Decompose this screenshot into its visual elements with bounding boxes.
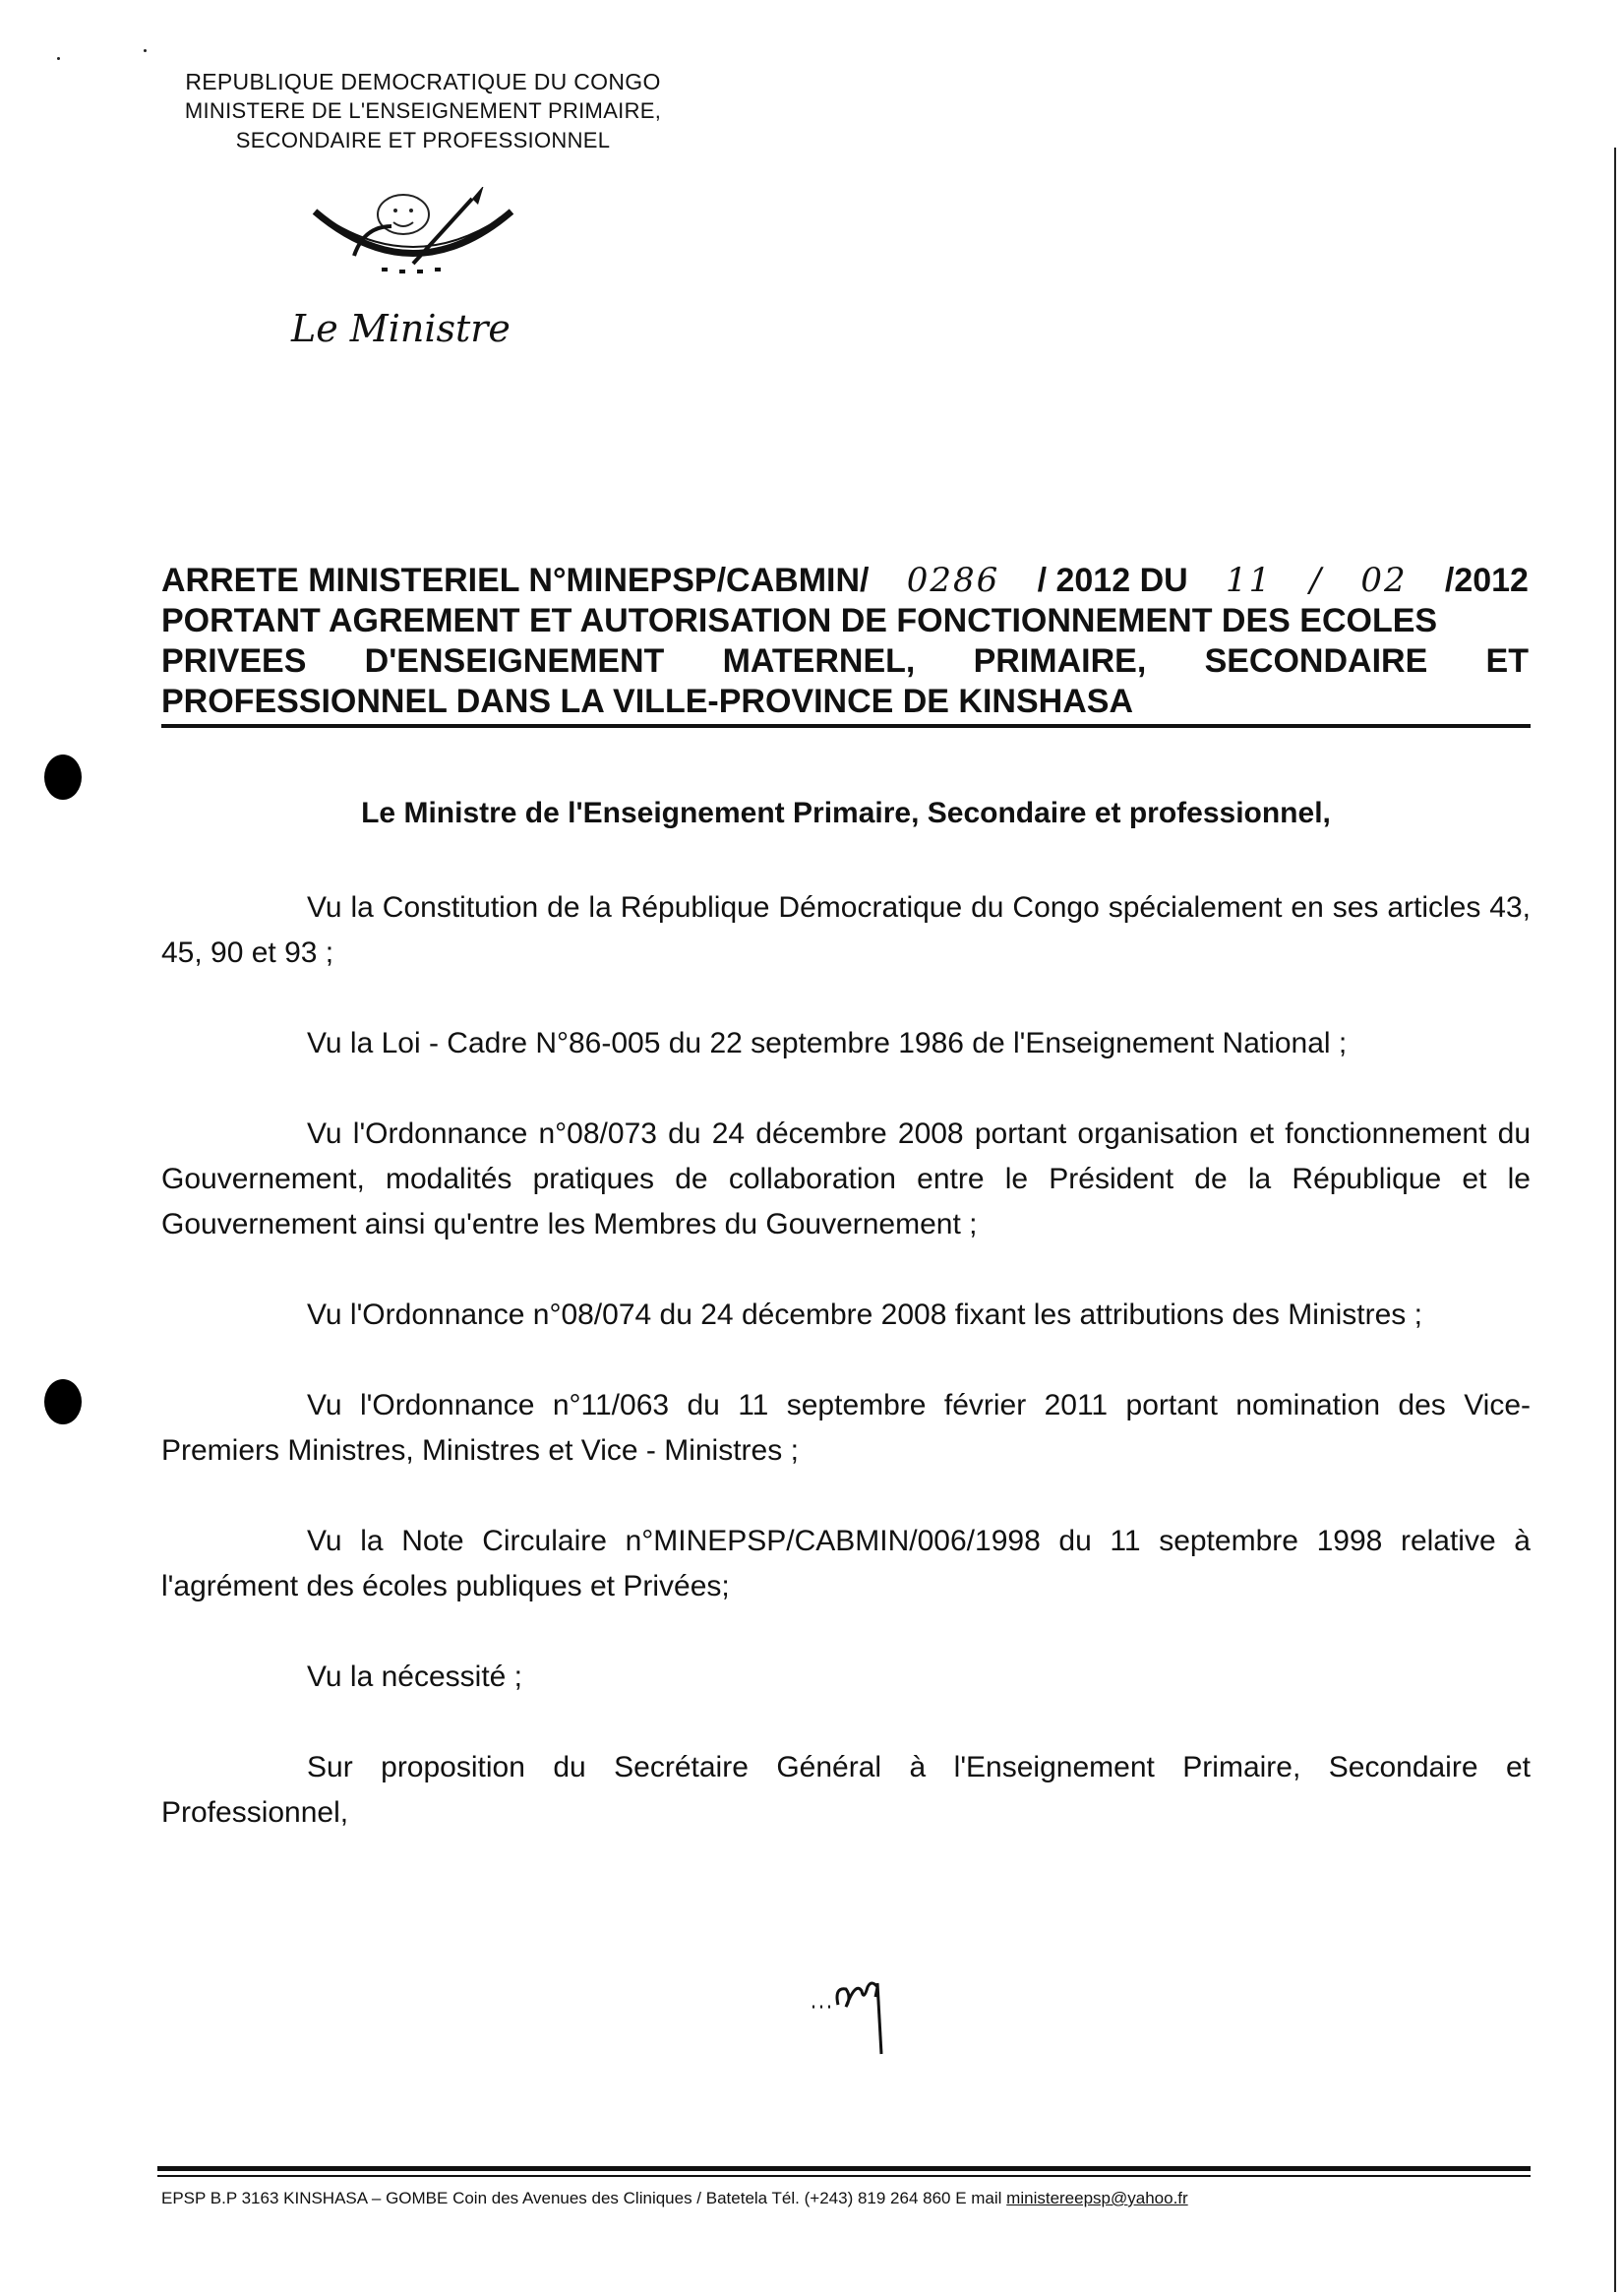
considerant-paragraph: Sur proposition du Secrétaire Général à l'Enseignement Primaire, Secondaire et Professionnel, xyxy=(161,1751,1531,1829)
considerant-paragraph: Vu l'Ordonnance n°08/074 du 24 décembre 2008 fixant les attributions des Ministres ; xyxy=(307,1298,1422,1331)
decree-title-line-4 xyxy=(161,682,1529,722)
considerant-paragraph: Vu la Note Circulaire n°MINEPSP/CABMIN/006/1998 du 11 septembre 1998 relative à l'agrément des écoles publiques et Privées; xyxy=(161,1525,1531,1602)
letterhead-republic: REPUBLIQUE DEMOCRATIQUE DU CONGO xyxy=(185,69,661,94)
decree-day-handwritten: 11 xyxy=(1225,561,1273,600)
decree-title-word: SECONDAIRE xyxy=(1204,642,1428,680)
decree-year-du: / 2012 DU xyxy=(1037,562,1188,599)
preamble xyxy=(161,885,1531,1881)
considerant-paragraph: Vu la nécessité ; xyxy=(307,1661,523,1693)
footer-address-text: EPSP B.P 3163 KINSHASA – GOMBE Coin des Avenues des Cliniques / Batetela Tél. (+243) 819 264 860 E mail xyxy=(161,2189,1007,2207)
scan-speck xyxy=(57,57,60,60)
coat-of-arms-emblem xyxy=(305,187,521,285)
punch-hole-top xyxy=(44,755,82,800)
decree-title-word: D'ENSEIGNEMENT xyxy=(364,642,665,680)
decree-year: /2012 xyxy=(1444,562,1529,599)
decree-title-text-2: PORTANT AGREMENT ET AUTORISATION DE FONCTIONNEMENT DES ECOLES xyxy=(161,602,1438,639)
decree-title xyxy=(161,561,1529,722)
decree-title-word: ET xyxy=(1485,642,1529,680)
considerant-paragraph: Vu la Loi - Cadre N°86-005 du 22 septembre 1986 de l'Enseignement National ; xyxy=(307,1027,1348,1059)
decree-title-line-3 xyxy=(161,641,1529,682)
title-underline xyxy=(161,724,1531,728)
footer-rule-thin xyxy=(157,2175,1531,2177)
decree-title-word: PRIMAIRE, xyxy=(973,642,1147,680)
punch-hole-bottom xyxy=(44,1379,82,1424)
handwritten-initials xyxy=(807,1967,915,2066)
minister-title: Le Ministre xyxy=(291,307,511,350)
decree-title-text-4: PROFESSIONNEL DANS LA VILLE-PROVINCE DE KINSHASA xyxy=(161,683,1133,720)
considerant-paragraph: Vu l'Ordonnance n°08/073 du 24 décembre 2008 portant organisation et fonctionnement du Gouvernement, modalités pratiques de collaboration entre le Président de la République et le Gouvernement ainsi qu'entre les Membres du Gouvernement ; xyxy=(161,1117,1531,1240)
scan-edge-line xyxy=(1614,148,1616,2292)
footer-address xyxy=(161,2189,1531,2208)
decree-number-handwritten: 0286 xyxy=(906,561,1000,600)
footer-email: ministereepsp@yahoo.fr xyxy=(1006,2189,1188,2207)
scan-speck xyxy=(144,49,147,52)
letterhead xyxy=(128,67,718,155)
letterhead-ministry: MINISTERE DE L'ENSEIGNEMENT PRIMAIRE, xyxy=(184,98,662,123)
decree-title-word: PRIVEES xyxy=(161,642,307,680)
decree-date-separator: / xyxy=(1309,561,1324,600)
considerant-paragraph: Vu l'Ordonnance n°11/063 du 11 septembre février 2011 portant nomination des Vice-Premiers Ministres, Ministres et Vice - Ministres ; xyxy=(161,1389,1531,1467)
decree-title-word: MATERNEL, xyxy=(722,642,916,680)
considerant-paragraph: Vu la Constitution de la République Démocratique du Congo spécialement en ses articles 43, 45, 90 et 93 ; xyxy=(161,891,1531,969)
decree-title-line-2 xyxy=(161,601,1529,641)
letterhead-ministry-cont: SECONDAIRE ET PROFESSIONNEL xyxy=(235,128,611,152)
issuing-authority: Le Ministre de l'Enseignement Primaire, Secondaire et professionnel, xyxy=(361,797,1331,829)
decree-month-handwritten: 02 xyxy=(1360,561,1408,600)
decree-title-line-1 xyxy=(161,561,1529,601)
footer-rule xyxy=(157,2166,1531,2171)
decree-number-prefix: ARRETE MINISTERIEL N°MINEPSP/CABMIN/ xyxy=(161,562,870,599)
